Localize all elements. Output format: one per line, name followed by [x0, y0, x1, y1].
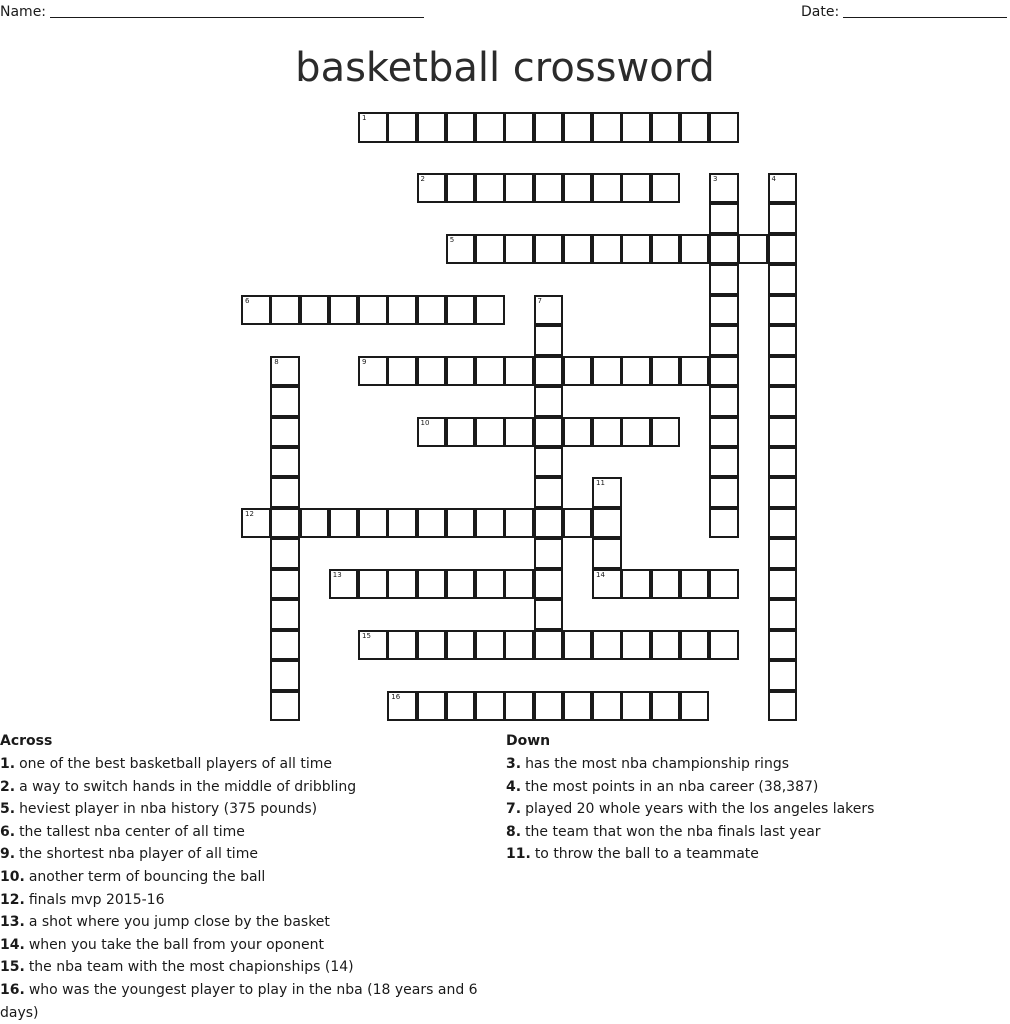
grid-cell[interactable] — [768, 417, 798, 448]
grid-cell[interactable] — [680, 356, 710, 387]
clue-text: played 20 whole years with the los angeles lakers — [525, 801, 875, 818]
grid-cell[interactable] — [270, 295, 300, 326]
page-title: basketball crossword — [295, 45, 715, 91]
down-clue-7 — [506, 798, 1006, 821]
cell-number: 13 — [332, 570, 342, 579]
clue-number: 13. — [0, 914, 25, 931]
grid-cell[interactable] — [709, 630, 739, 661]
grid-cell[interactable] — [592, 477, 622, 508]
grid-cell[interactable] — [504, 691, 534, 722]
grid-cell[interactable] — [475, 508, 505, 539]
clue-text: a shot where you jump close by the basket — [28, 914, 330, 931]
grid-cell[interactable] — [534, 295, 564, 326]
across-clue-6 — [0, 821, 495, 844]
date-line — [843, 3, 1007, 18]
cell-number: 11 — [596, 479, 605, 488]
grid-cell[interactable] — [621, 173, 651, 204]
grid-cell[interactable] — [709, 417, 739, 448]
clue-number: 9. — [0, 846, 16, 863]
grid-cell[interactable] — [768, 447, 798, 478]
grid-cell[interactable] — [592, 112, 622, 143]
grid-cell[interactable] — [534, 691, 564, 722]
clue-text: when you take the ball from your oponent — [28, 936, 324, 953]
grid-cell[interactable] — [651, 173, 681, 204]
grid-cell[interactable] — [446, 295, 476, 326]
across-clue-1 — [0, 753, 495, 776]
across-clue-16 — [0, 979, 495, 1024]
clue-number: 5. — [0, 801, 16, 818]
clue-text: another term of bouncing the ball — [28, 868, 266, 885]
clue-text: the team that won the nba finals last year — [525, 823, 821, 840]
clue-text: the shortest nba player of all time — [19, 846, 258, 863]
grid-cell[interactable] — [534, 477, 564, 508]
grid-cell[interactable] — [651, 112, 681, 143]
grid-cell[interactable] — [446, 417, 476, 448]
grid-cell[interactable] — [768, 508, 798, 539]
grid-cell[interactable] — [329, 295, 359, 326]
grid-cell[interactable] — [475, 173, 505, 204]
cell-number: 6 — [245, 296, 250, 305]
across-clue-9 — [0, 843, 495, 866]
clue-number: 7. — [506, 801, 522, 818]
grid-cell[interactable] — [329, 508, 359, 539]
grid-cell[interactable] — [680, 234, 710, 265]
grid-cell[interactable] — [563, 417, 593, 448]
clue-number: 12. — [0, 891, 25, 908]
clue-text: heviest player in nba history (375 pounds) — [19, 801, 318, 818]
grid-cell[interactable] — [358, 295, 388, 326]
grid-cell[interactable] — [592, 538, 622, 569]
grid-cell[interactable] — [504, 112, 534, 143]
clue-number: 2. — [0, 778, 16, 795]
grid-cell[interactable] — [300, 508, 330, 539]
grid-cell[interactable] — [534, 508, 564, 539]
grid-cell[interactable] — [563, 691, 593, 722]
grid-cell[interactable] — [446, 356, 476, 387]
grid-cell[interactable] — [534, 234, 564, 265]
grid-cell[interactable] — [417, 630, 447, 661]
down-heading: Down — [506, 733, 551, 749]
grid-cell[interactable] — [592, 630, 622, 661]
grid-cell[interactable] — [592, 356, 622, 387]
across-clue-10 — [0, 866, 495, 889]
grid-cell[interactable] — [768, 660, 798, 691]
grid-cell[interactable] — [534, 538, 564, 569]
grid-cell[interactable] — [358, 112, 388, 143]
cell-number: 15 — [362, 631, 371, 640]
grid-cell[interactable] — [504, 173, 534, 204]
grid-cell[interactable] — [592, 508, 622, 539]
grid-cell[interactable] — [680, 569, 710, 600]
grid-cell[interactable] — [709, 234, 739, 265]
clue-number: 16. — [0, 981, 25, 998]
cell-number: 4 — [771, 174, 776, 183]
grid-cell[interactable] — [417, 295, 447, 326]
across-clue-5 — [0, 798, 495, 821]
grid-cell[interactable] — [709, 569, 739, 600]
grid-cell[interactable] — [768, 203, 798, 234]
grid-cell[interactable] — [504, 234, 534, 265]
grid-cell[interactable] — [768, 295, 798, 326]
grid-cell[interactable] — [768, 234, 798, 265]
grid-cell[interactable] — [241, 295, 271, 326]
grid-cell[interactable] — [270, 417, 300, 448]
grid-cell[interactable] — [768, 630, 798, 661]
grid-cell[interactable] — [475, 295, 505, 326]
grid-cell[interactable] — [417, 691, 447, 722]
grid-cell[interactable] — [592, 417, 622, 448]
down-clue-11 — [506, 843, 1006, 866]
grid-cell[interactable] — [563, 356, 593, 387]
grid-cell[interactable] — [446, 569, 476, 600]
grid-cell[interactable] — [709, 295, 739, 326]
name-label: Name: — [0, 4, 47, 20]
grid-cell[interactable] — [475, 630, 505, 661]
grid-cell[interactable] — [534, 447, 564, 478]
down-clue-8 — [506, 821, 1006, 844]
grid-cell[interactable] — [504, 417, 534, 448]
grid-cell[interactable] — [270, 386, 300, 417]
clue-text: finals mvp 2015-16 — [28, 891, 165, 908]
cell-number: 2 — [420, 174, 425, 183]
grid-cell[interactable] — [270, 356, 300, 387]
grid-cell[interactable] — [475, 691, 505, 722]
grid-cell[interactable] — [592, 569, 622, 600]
grid-cell[interactable] — [709, 386, 739, 417]
grid-cell[interactable] — [621, 691, 651, 722]
clue-text: the nba team with the most chapionships (14) — [28, 959, 354, 976]
clue-text: has the most nba championship rings — [525, 756, 790, 772]
grid-cell[interactable] — [621, 234, 651, 265]
clue-text: who was the youngest player to play in the nba (18 years and 6 days) — [0, 981, 478, 1021]
grid-cell[interactable] — [768, 477, 798, 508]
across-clue-12 — [0, 889, 495, 912]
grid-cell[interactable] — [768, 599, 798, 630]
across-clue-14 — [0, 934, 495, 957]
grid-cell[interactable] — [387, 356, 417, 387]
grid-cell[interactable] — [621, 356, 651, 387]
grid-cell[interactable] — [709, 477, 739, 508]
clue-number: 1. — [0, 756, 16, 772]
cell-number: 16 — [391, 692, 401, 701]
grid-cell[interactable] — [329, 569, 359, 600]
down-clue-4 — [506, 776, 1006, 799]
grid-cell[interactable] — [534, 630, 564, 661]
grid-cell[interactable] — [592, 173, 622, 204]
grid-cell[interactable] — [358, 508, 388, 539]
grid-cell[interactable] — [651, 417, 681, 448]
clue-text: the most points in an nba career (38,387) — [525, 778, 819, 795]
grid-cell[interactable] — [534, 356, 564, 387]
grid-cell[interactable] — [534, 173, 564, 204]
grid-cell[interactable] — [270, 691, 300, 722]
grid-cell[interactable] — [563, 630, 593, 661]
across-clue-13 — [0, 911, 495, 934]
grid-cell[interactable] — [680, 691, 710, 722]
date-label: Date: — [801, 4, 840, 20]
grid-cell[interactable] — [417, 569, 447, 600]
grid-cell[interactable] — [417, 112, 447, 143]
grid-cell[interactable] — [709, 447, 739, 478]
cell-number: 1 — [362, 114, 367, 122]
grid-cell[interactable] — [534, 325, 564, 356]
grid-cell[interactable] — [475, 569, 505, 600]
grid-cell[interactable] — [768, 691, 798, 722]
grid-cell[interactable] — [270, 447, 300, 478]
clue-text: one of the best basketball players of all time — [19, 756, 332, 772]
grid-cell[interactable] — [592, 691, 622, 722]
cell-number: 3 — [713, 174, 718, 183]
grid-cell[interactable] — [446, 508, 476, 539]
grid-cell[interactable] — [475, 234, 505, 265]
grid-cell[interactable] — [534, 386, 564, 417]
grid-cell[interactable] — [504, 630, 534, 661]
grid-cell[interactable] — [768, 538, 798, 569]
grid-cell[interactable] — [651, 691, 681, 722]
grid-cell[interactable] — [709, 112, 739, 143]
grid-cell[interactable] — [417, 173, 447, 204]
across-clue-2 — [0, 776, 495, 799]
down-clue-list — [506, 753, 1006, 866]
grid-cell[interactable] — [241, 508, 271, 539]
grid-cell[interactable] — [709, 264, 739, 295]
grid-cell[interactable] — [563, 508, 593, 539]
grid-cell[interactable] — [768, 325, 798, 356]
cell-number: 7 — [537, 296, 542, 305]
grid-cell[interactable] — [621, 417, 651, 448]
clue-text: a way to switch hands in the middle of dribbling — [19, 778, 357, 795]
date-field — [801, 3, 1007, 20]
grid-cell[interactable] — [270, 569, 300, 600]
cell-number: 12 — [245, 509, 254, 518]
grid-cell[interactable] — [768, 356, 798, 387]
grid-cell[interactable] — [475, 356, 505, 387]
grid-cell[interactable] — [651, 234, 681, 265]
down-clue-3 — [506, 753, 1006, 776]
across-clue-list — [0, 753, 495, 1024]
grid-cell[interactable] — [621, 569, 651, 600]
grid-cell[interactable] — [387, 112, 417, 143]
clue-number: 15. — [0, 959, 25, 976]
grid-cell[interactable] — [651, 630, 681, 661]
grid-cell[interactable] — [387, 508, 417, 539]
grid-cell[interactable] — [270, 599, 300, 630]
grid-cell[interactable] — [446, 112, 476, 143]
grid-cell[interactable] — [387, 569, 417, 600]
grid-cell[interactable] — [446, 691, 476, 722]
clue-number: 14. — [0, 936, 25, 953]
grid-cell[interactable] — [387, 691, 417, 722]
clue-text: to throw the ball to a teammate — [534, 846, 759, 863]
name-line — [50, 3, 424, 18]
grid-cell[interactable] — [534, 112, 564, 143]
grid-cell[interactable] — [709, 173, 739, 204]
clue-number: 11. — [506, 846, 531, 863]
grid-cell[interactable] — [563, 173, 593, 204]
grid-cell[interactable] — [680, 630, 710, 661]
grid-cell[interactable] — [651, 356, 681, 387]
across-clue-15 — [0, 956, 495, 979]
grid-cell[interactable] — [768, 264, 798, 295]
grid-cell[interactable] — [387, 630, 417, 661]
grid-cell[interactable] — [534, 599, 564, 630]
grid-cell[interactable] — [300, 295, 330, 326]
grid-cell[interactable] — [563, 112, 593, 143]
grid-cell[interactable] — [417, 417, 447, 448]
clue-number: 6. — [0, 823, 16, 840]
cell-number: 14 — [596, 570, 605, 579]
grid-cell[interactable] — [446, 173, 476, 204]
grid-cell[interactable] — [534, 417, 564, 448]
clue-number: 10. — [0, 868, 25, 885]
grid-cell[interactable] — [358, 630, 388, 661]
grid-cell[interactable] — [709, 356, 739, 387]
grid-cell[interactable] — [534, 569, 564, 600]
grid-cell[interactable] — [475, 417, 505, 448]
grid-cell[interactable] — [446, 234, 476, 265]
grid-cell[interactable] — [504, 508, 534, 539]
cell-number: 5 — [449, 235, 455, 244]
clue-number: 8. — [506, 823, 522, 840]
grid-cell[interactable] — [709, 508, 739, 539]
grid-cell[interactable] — [446, 630, 476, 661]
grid-cell[interactable] — [621, 630, 651, 661]
grid-cell[interactable] — [504, 356, 534, 387]
grid-cell[interactable] — [680, 112, 710, 143]
grid-cell[interactable] — [358, 569, 388, 600]
grid-cell[interactable] — [768, 386, 798, 417]
grid-cell[interactable] — [709, 203, 739, 234]
clue-number: 3. — [506, 756, 522, 772]
grid-cell[interactable] — [270, 538, 300, 569]
cell-number: 10 — [420, 418, 430, 427]
cell-number: 8 — [274, 357, 279, 366]
grid-cell[interactable] — [651, 569, 681, 600]
grid-cell[interactable] — [270, 660, 300, 691]
grid-cell[interactable] — [270, 508, 300, 539]
across-heading: Across — [0, 733, 53, 749]
grid-cell[interactable] — [768, 569, 798, 600]
grid-cell[interactable] — [738, 234, 768, 265]
grid-cell[interactable] — [475, 112, 505, 143]
grid-cell[interactable] — [504, 569, 534, 600]
name-field — [0, 3, 424, 20]
grid-cell[interactable] — [417, 508, 447, 539]
grid-cell[interactable] — [270, 477, 300, 508]
clue-number: 4. — [506, 778, 522, 795]
grid-cell[interactable] — [358, 356, 388, 387]
grid-cell[interactable] — [768, 173, 798, 204]
grid-cell[interactable] — [387, 295, 417, 326]
cell-number: 9 — [362, 357, 367, 366]
clue-text: the tallest nba center of all time — [19, 823, 245, 840]
grid-cell[interactable] — [709, 325, 739, 356]
grid-cell[interactable] — [270, 630, 300, 661]
grid-cell[interactable] — [563, 234, 593, 265]
grid-cell[interactable] — [592, 234, 622, 265]
grid-cell[interactable] — [621, 112, 651, 143]
grid-cell[interactable] — [417, 356, 447, 387]
